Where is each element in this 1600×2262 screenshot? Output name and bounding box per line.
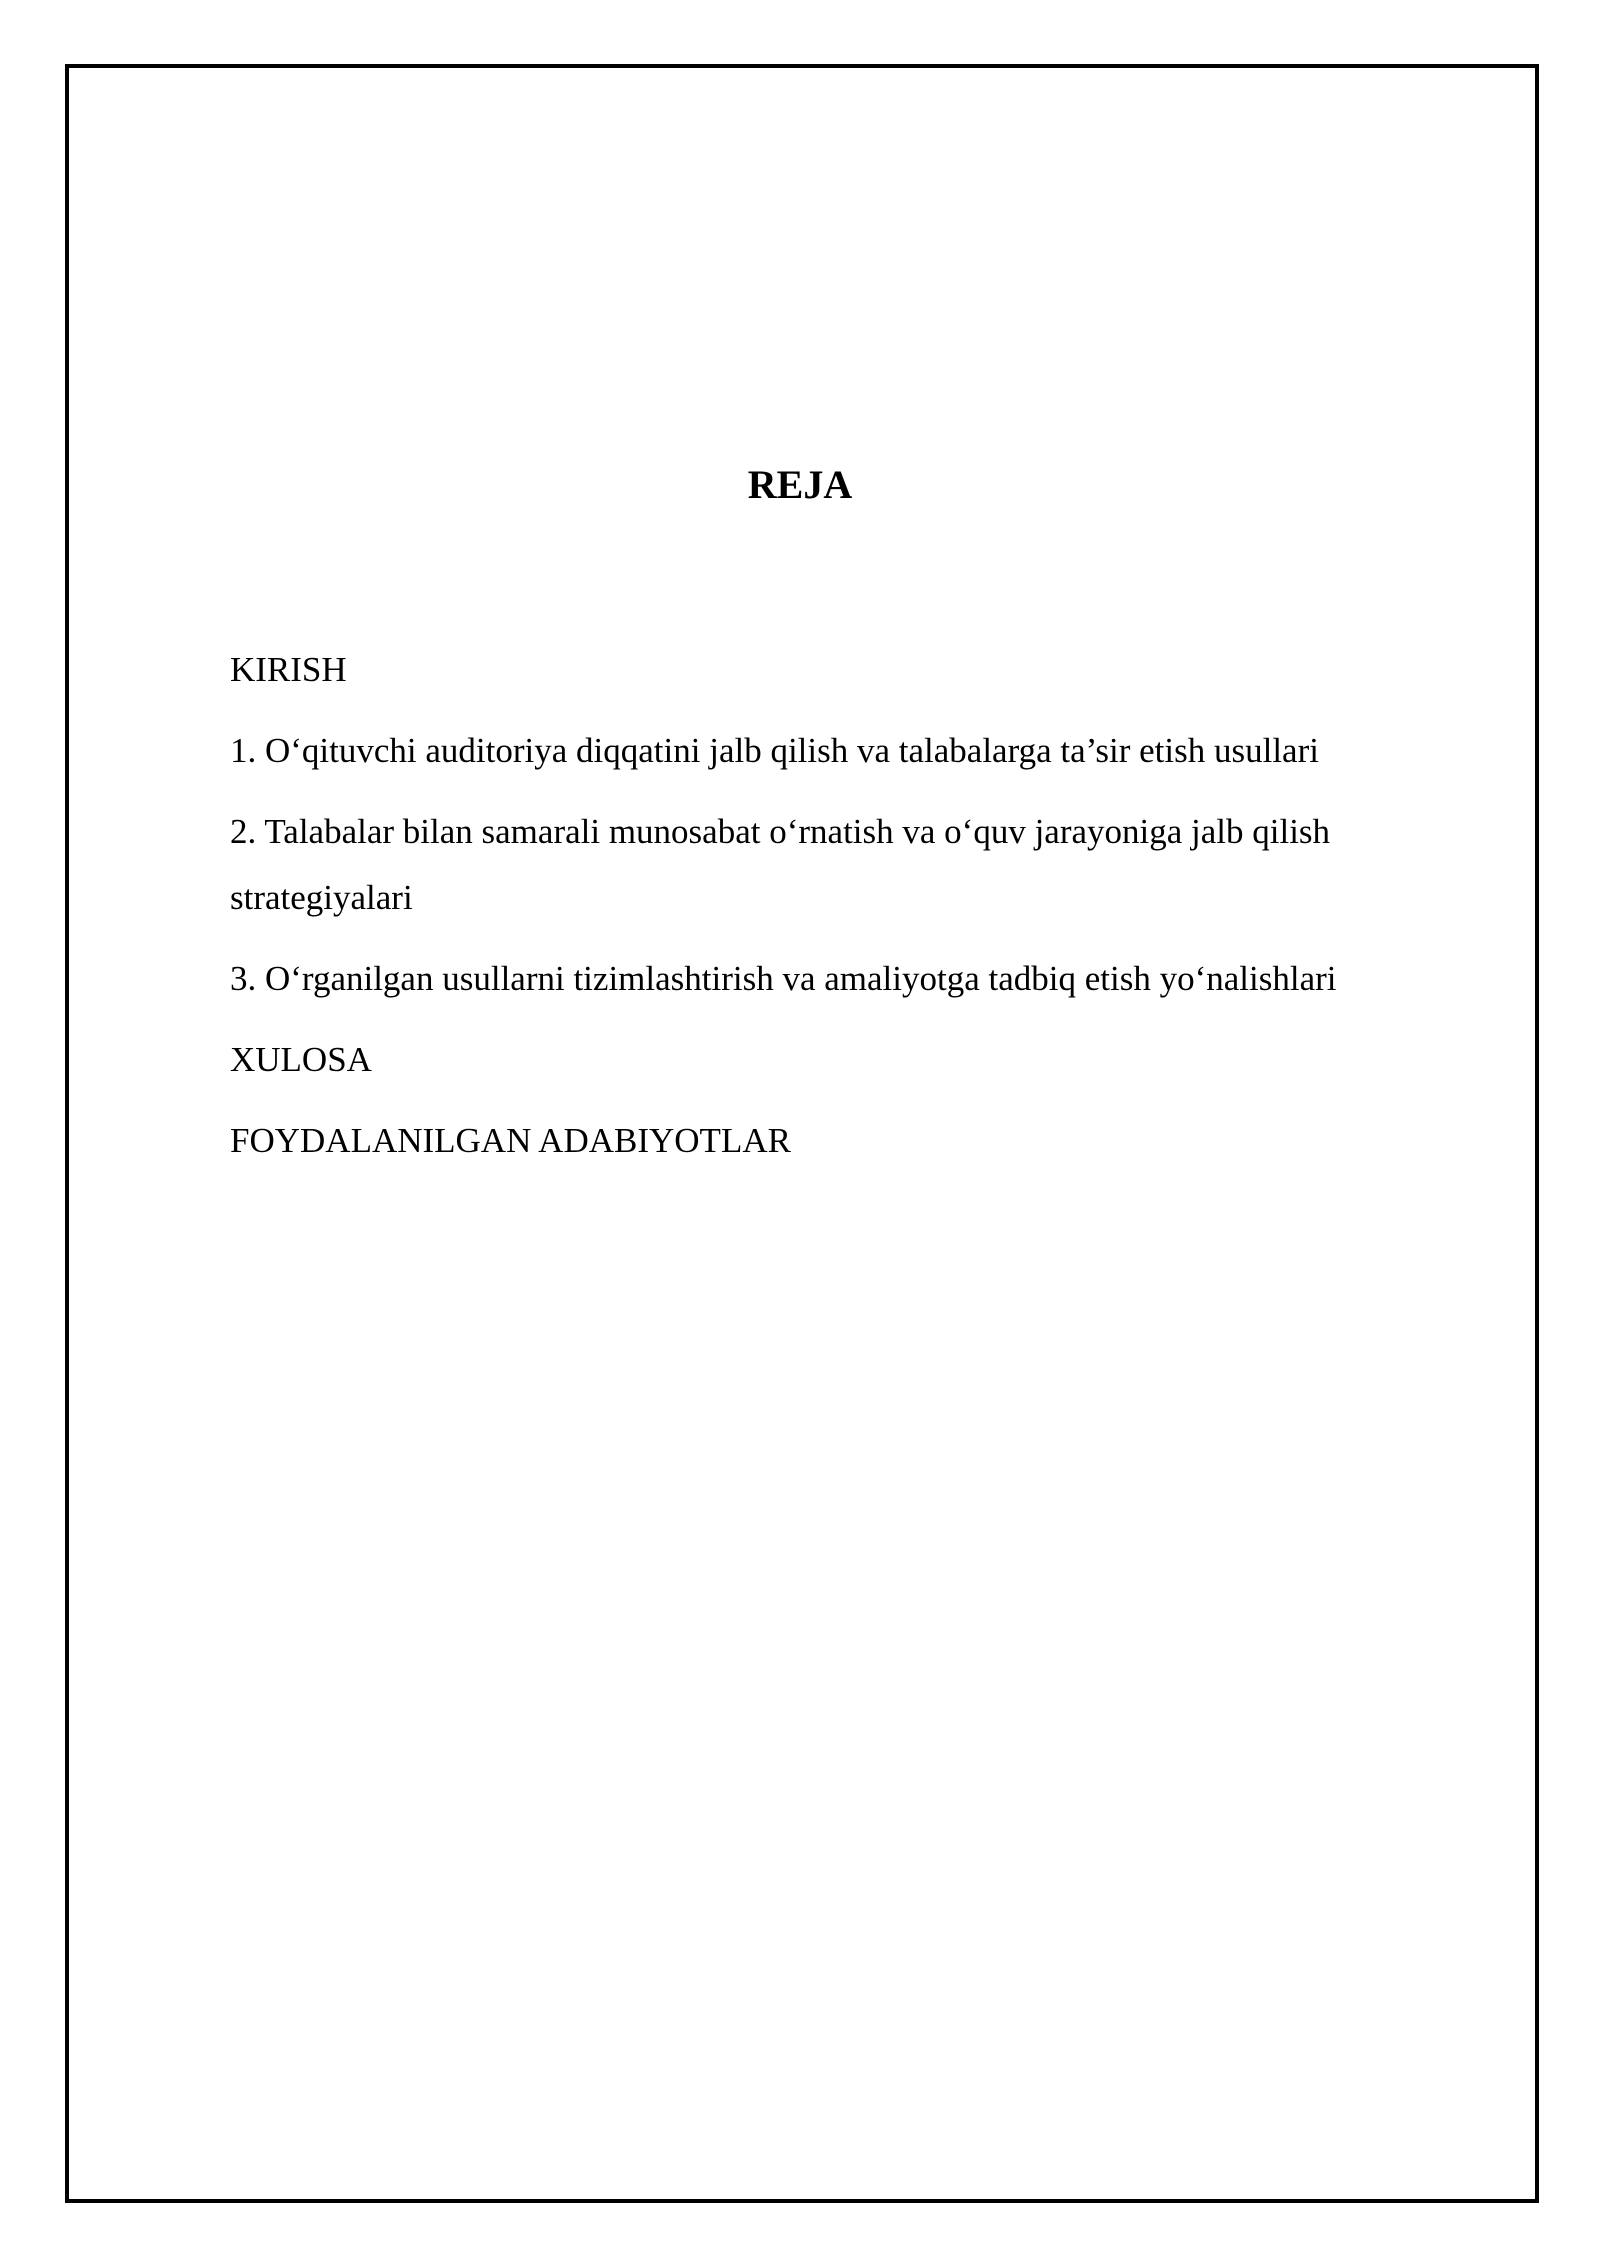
plan-list — [230, 637, 1440, 1189]
page-title: REJA — [747, 462, 853, 507]
plan-item-conclusion: XULOSA — [230, 1040, 372, 1079]
plan-item-references: FOYDALANILGAN ADABIYOTLAR — [230, 1121, 791, 1160]
plan-item-1: 1. O‘qituvchi auditoriya diqqatini jalb qilish va talabalarga ta’sir etish usullari — [230, 731, 1319, 770]
plan-item-3: 3. O‘rganilgan usullarni tizimlashtirish va amaliyotga tadbiq etish yo‘nalishlari — [230, 959, 1337, 998]
plan-item-introduction: KIRISH — [230, 650, 347, 689]
plan-item-2: 2. Talabalar bilan samarali munosabat o‘rnatish va o‘quv jarayoniga jalb qilish strategiyalari — [230, 812, 1331, 917]
